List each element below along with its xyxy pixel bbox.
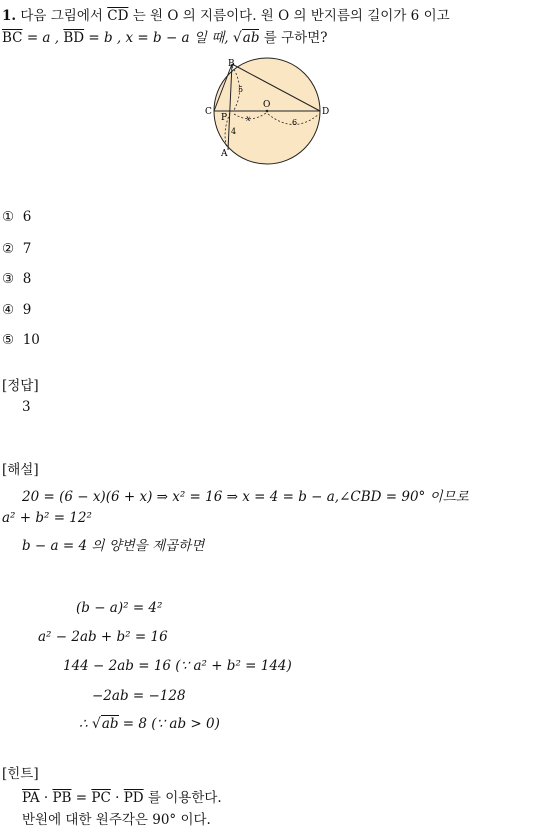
question-text: 를 구하면?	[263, 30, 328, 46]
label-6: 6	[292, 118, 298, 127]
eq-rest: = 8 (∵ ab > 0)	[118, 716, 220, 732]
solution-heading: [해설]	[2, 462, 39, 478]
choice-marker: ①	[2, 209, 15, 225]
label-o: O	[263, 100, 271, 110]
choice-marker: ⑤	[2, 332, 15, 348]
label-c: C	[205, 107, 212, 117]
question-math: = b , x = b − a 일 때,	[88, 30, 229, 46]
segment-pb: $\overline{PB}$	[52, 790, 72, 806]
question-line-1	[2, 4, 450, 24]
center-dot	[266, 110, 269, 113]
choice-value: 10	[22, 332, 40, 348]
choice-2[interactable]	[2, 241, 31, 257]
solution-eq-4: −2ab = −128	[92, 688, 186, 704]
choice-marker: ③	[2, 271, 15, 287]
op: ·	[110, 790, 124, 806]
label-p: P	[221, 113, 228, 123]
answer-value: 3	[22, 399, 31, 415]
hint-line-2: 반원에 대한 원주각은 90° 이다.	[22, 812, 211, 828]
solution-line-3: b − a = 4 의 양변을 제곱하면	[22, 538, 205, 554]
label-x: x	[246, 114, 251, 123]
choice-1[interactable]	[2, 209, 31, 225]
solution-line-1: 20 = (6 − x)(6 + x) ⇒ x² = 16 ⇒ x = 4 = b − a,∠CBD = 90° 이므로	[22, 489, 469, 505]
question-number: 1.	[2, 8, 17, 24]
label-a: A	[221, 149, 228, 159]
op: ·	[39, 790, 53, 806]
therefore-symbol: ∴	[79, 716, 92, 732]
hint-tail: 를 이용한다.	[143, 790, 222, 806]
op: =	[71, 790, 92, 806]
segment-pc: $\overline{PC}$	[91, 790, 111, 806]
question-text: 다음 그림에서	[20, 8, 103, 24]
sqrt-argument: ab	[101, 716, 119, 732]
choice-value: 7	[22, 241, 32, 257]
hint-heading: [힌트]	[2, 766, 39, 782]
choice-3[interactable]	[2, 271, 31, 287]
segment-cd: $\overline{CD}$	[107, 8, 129, 24]
sqrt-argument: ab	[242, 30, 260, 46]
segment-bc: $\overline{BC}$	[2, 30, 23, 46]
choice-value: 6	[22, 209, 32, 225]
label-d: D	[322, 107, 330, 117]
answer-heading: [정답]	[2, 378, 39, 394]
sqrt-icon: √	[232, 30, 242, 46]
label-4: 4	[231, 127, 237, 136]
solution-eq-2: a² − 2ab + b² = 16	[38, 629, 168, 645]
segment-pd: $\overline{PD}$	[123, 790, 144, 806]
segment-bd: $\overline{BD}$	[63, 30, 85, 46]
solution-eq-5	[79, 716, 220, 732]
solution-line-2: a² + b² = 12²	[2, 510, 92, 526]
choice-value: 8	[22, 271, 32, 287]
label-5: 5	[238, 85, 244, 94]
question-line-2	[2, 26, 327, 46]
choice-5[interactable]	[2, 332, 40, 348]
hint-line-1	[22, 786, 222, 806]
choice-value: 9	[22, 302, 32, 318]
question-text: 는 원 O 의 지름이다. 원 O 의 반지름의 길이가 6 이고	[132, 8, 450, 24]
choice-marker: ②	[2, 241, 15, 257]
circle-figure	[198, 56, 338, 170]
segment-pa: $\overline{PA}$	[22, 790, 40, 806]
choice-marker: ④	[2, 302, 15, 318]
solution-eq-3: 144 − 2ab = 16 (∵ a² + b² = 144)	[63, 658, 292, 674]
sqrt-icon: √	[91, 716, 101, 732]
label-b: B	[228, 59, 235, 69]
solution-eq-1: (b − a)² = 4²	[76, 600, 163, 616]
question-math: = a ,	[26, 30, 60, 46]
choice-4[interactable]	[2, 302, 31, 318]
